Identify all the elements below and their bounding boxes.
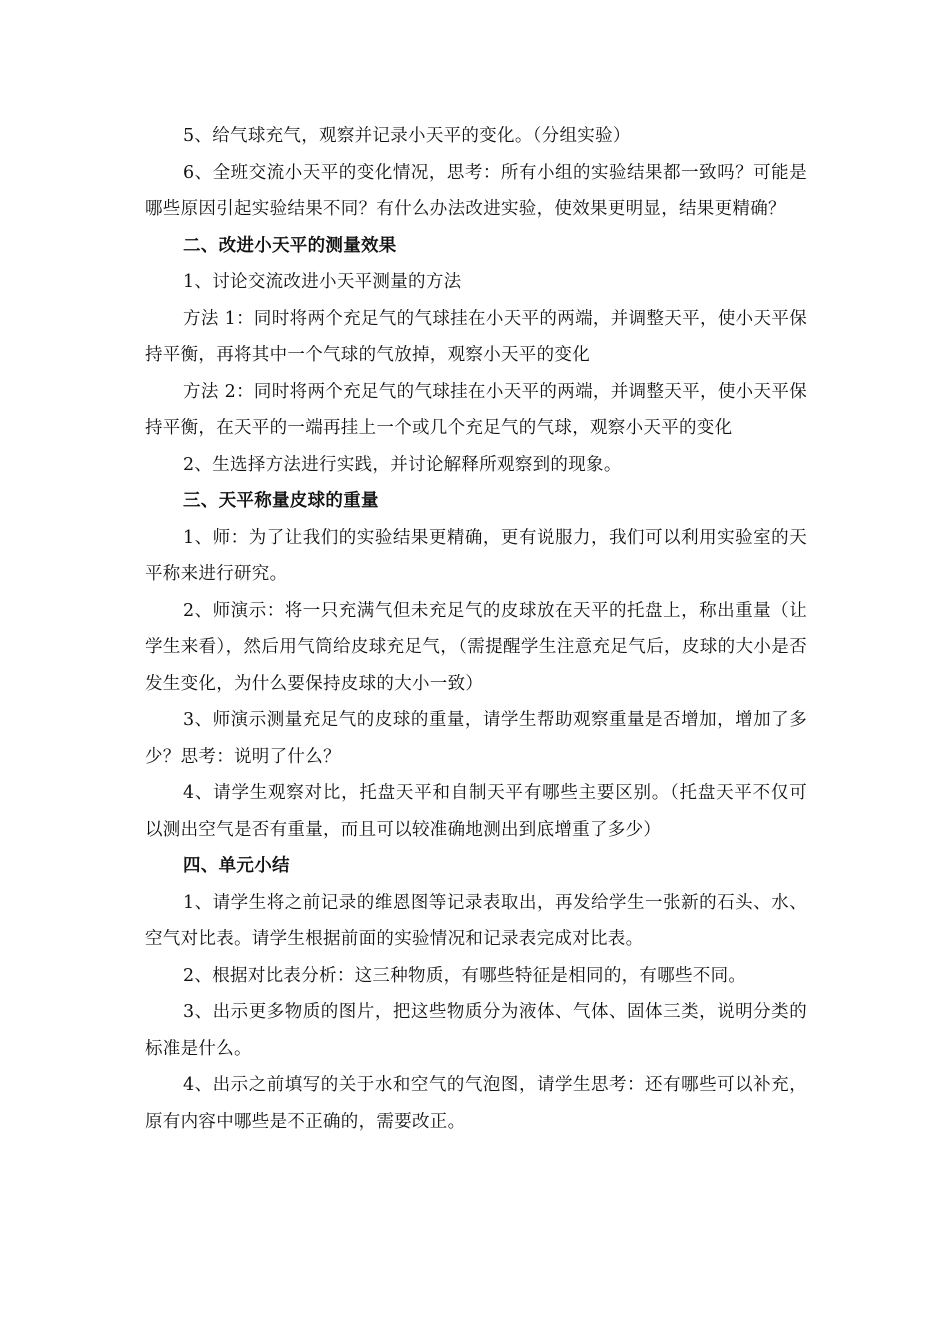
document-page [145, 118, 807, 1140]
section-heading-3: 三、天平称量皮球的重量 [183, 491, 379, 511]
paragraph-measure-weight: 3、师演示测量充足气的皮球的重量，请学生帮助观察重量是否增加，增加了多少？思考：说明了什么？ [145, 710, 807, 767]
paragraph-method-1: 方法 1：同时将两个充足气的气球挂在小天平的两端，并调整天平，使小天平保持平衡，再将其中一个气球的气放掉，观察小天平的变化 [145, 308, 807, 365]
paragraph-summary-4: 4、出示之前填写的关于水和空气的气泡图，请学生思考：还有哪些可以补充，原有内容中哪些是不正确的，需要改正。 [145, 1075, 807, 1132]
paragraph-step-6: 6、全班交流小天平的变化情况，思考：所有小组的实验结果都一致吗？可能是哪些原因引起实验结果不同？有什么办法改进实验，使效果更明显，结果更精确？ [145, 162, 807, 219]
paragraph-summary-1: 1、请学生将之前记录的维恩图等记录表取出，再发给学生一张新的石头、水、空气对比表。请学生根据前面的实验情况和记录表完成对比表。 [145, 892, 807, 949]
paragraph-teacher-demo: 2、师演示：将一只充满气但未充足气的皮球放在天平的托盘上，称出重量（让学生来看），然后用气筒给皮球充足气，（需提醒学生注意充足气后，皮球的大小是否发生变化，为什么要保持皮球的大小一致） [145, 600, 807, 694]
paragraph-method-2: 方法 2：同时将两个充足气的气球挂在小天平的两端，并调整天平，使小天平保持平衡，在天平的一端再挂上一个或几个充足气的气球，观察小天平的变化 [145, 381, 807, 438]
paragraph-step-5: 5、给气球充气，观察并记录小天平的变化。（分组实验） [183, 126, 631, 146]
paragraph-discuss-methods: 1、讨论交流改进小天平测量的方法 [183, 272, 462, 292]
paragraph-summary-2: 2、根据对比表分析：这三种物质，有哪些特征是相同的，有哪些不同。 [183, 965, 747, 986]
paragraph-practice: 2、生选择方法进行实践，并讨论解释所观察到的现象。 [183, 454, 622, 475]
section-heading-4: 四、单元小结 [183, 856, 290, 876]
paragraph-teacher-intro: 1、师：为了让我们的实验结果更精确，更有说服力，我们可以利用实验室的天平称来进行研究。 [145, 527, 807, 584]
paragraph-compare-balances: 4、请学生观察对比，托盘天平和自制天平有哪些主要区别。（托盘天平不仅可以测出空气是否有重量，而且可以较准确地测出到底增重了多少） [145, 783, 807, 840]
paragraph-summary-3: 3、出示更多物质的图片，把这些物质分为液体、气体、固体三类，说明分类的标准是什么。 [145, 1002, 807, 1059]
section-heading-2: 二、改进小天平的测量效果 [183, 235, 397, 256]
